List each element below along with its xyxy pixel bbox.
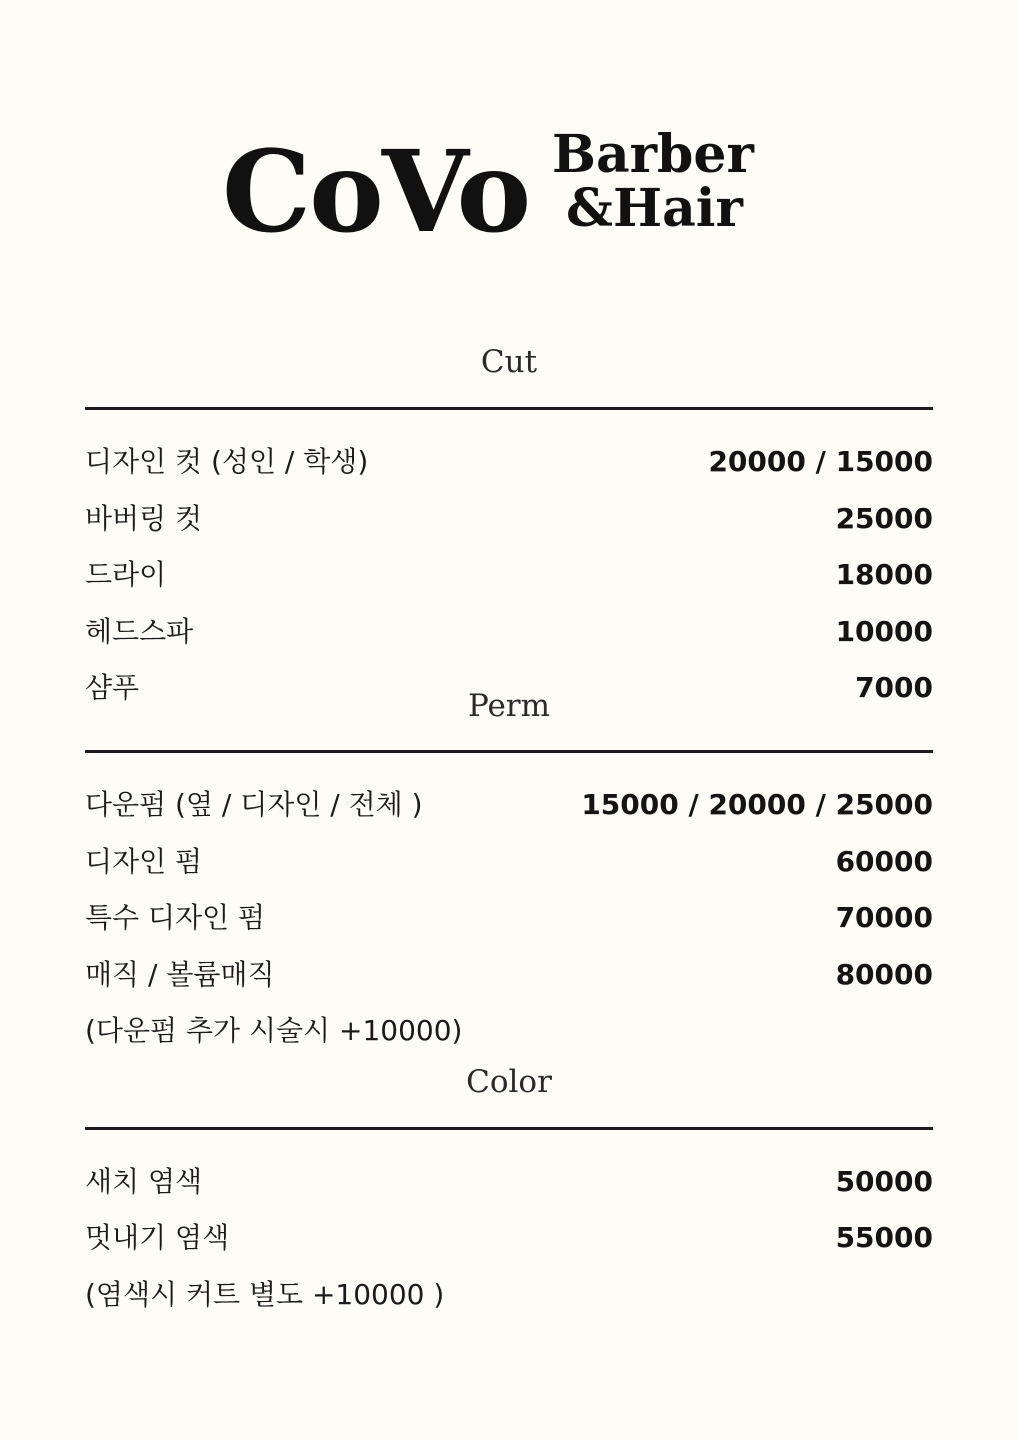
menu-item-name: 매직 / 볼륨매직: [85, 958, 275, 991]
logo-wordmark: CoVo: [222, 127, 530, 258]
menu-item-name: 디자인 펌: [85, 845, 203, 878]
menu-item-name: 드라이: [85, 558, 167, 591]
menu-item-name: 특수 디자인 펌: [85, 901, 266, 934]
menu-row: [85, 840, 933, 884]
menu-item-price: 55000: [835, 1221, 933, 1254]
menu-item-price: 80000: [835, 958, 933, 991]
logo-subtitle-line2: &Hair: [566, 178, 743, 239]
menu-row: [85, 1160, 933, 1204]
menu-item-price: 60000: [835, 845, 933, 878]
menu-item-name: 멋내기 염색: [85, 1221, 230, 1254]
menu-item-price: 18000: [835, 558, 933, 591]
menu-row: [85, 610, 933, 654]
menu-row: [85, 497, 933, 541]
section-divider-perm: [85, 750, 933, 753]
menu-row: [85, 783, 933, 827]
menu-row: [85, 440, 933, 484]
menu-item-price: 70000: [835, 901, 933, 934]
menu-item-name: 바버링 컷: [85, 502, 203, 535]
section-title-color: Color: [466, 1064, 552, 1100]
menu-item-price: 15000 / 20000 / 25000: [581, 788, 933, 821]
menu-item-price: 10000: [835, 615, 933, 648]
menu-item-price: 50000: [835, 1165, 933, 1198]
logo-subtitle-line1: Barber: [552, 124, 754, 185]
section-title-perm: Perm: [467, 688, 551, 724]
menu-row: [85, 953, 933, 997]
menu-item-name: 디자인 컷 (성인 / 학생): [85, 445, 369, 478]
menu-item-name: 다운펌 (옆 / 디자인 / 전체 ): [85, 788, 423, 821]
perm-note: (다운펌 추가 시술시 +10000): [85, 1014, 463, 1047]
menu-item-name: 새치 염색: [85, 1165, 203, 1198]
section-divider-color: [85, 1127, 933, 1130]
menu-item-price: 7000: [855, 671, 933, 704]
color-note: (염색시 커트 별도 +10000 ): [85, 1278, 445, 1311]
section-title-cut: Cut: [480, 344, 538, 380]
logo-subtitle: [552, 124, 754, 239]
menu-item-price: 25000: [835, 502, 933, 535]
section-divider-cut: [85, 407, 933, 410]
brand-logo: [222, 118, 782, 268]
menu-item-price: 20000 / 15000: [708, 445, 933, 478]
menu-item-name: 헤드스파: [85, 615, 194, 648]
menu-row: [85, 1216, 933, 1260]
menu-row: [85, 553, 933, 597]
menu-row: [85, 896, 933, 940]
menu-item-name: 샴푸: [85, 671, 140, 704]
